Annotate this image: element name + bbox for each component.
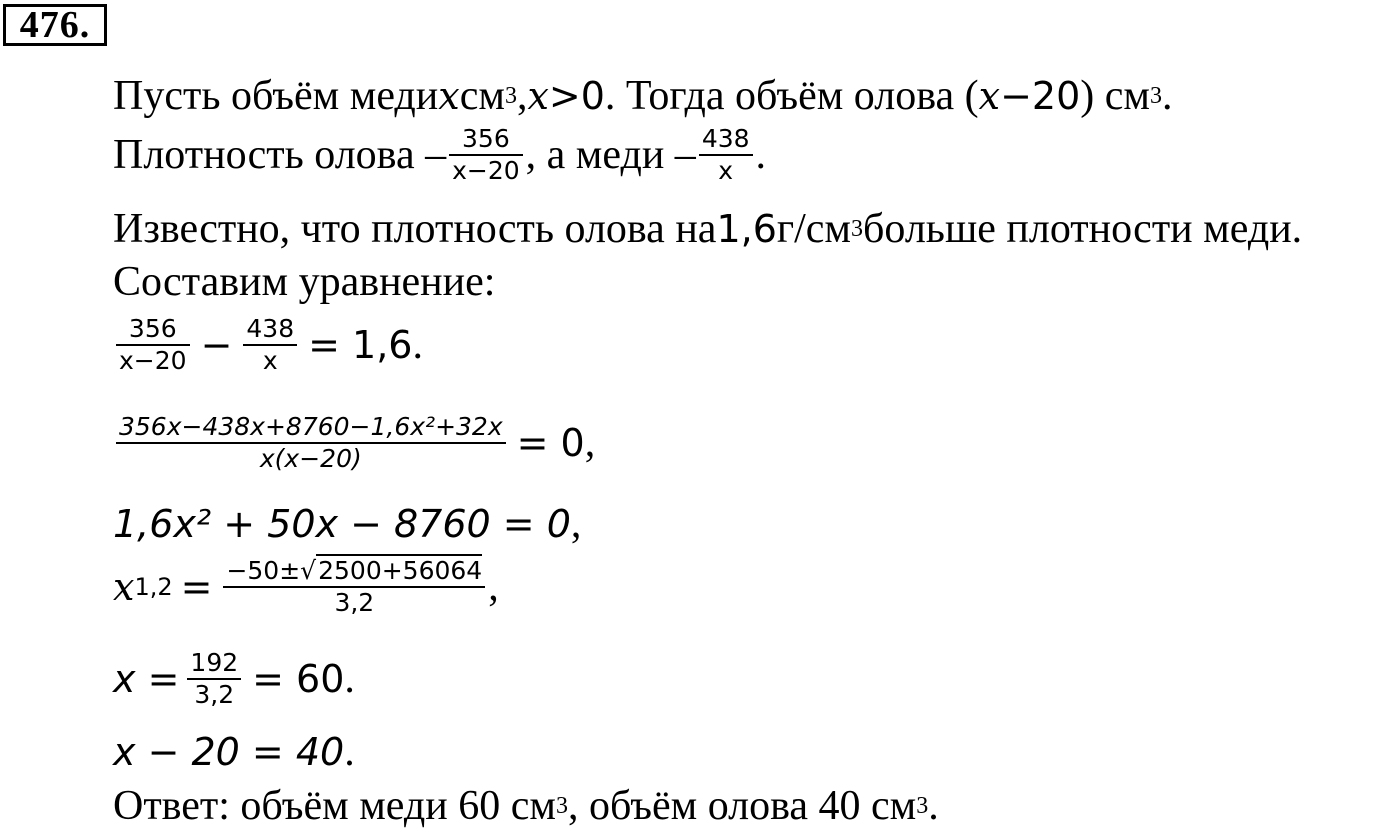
number: 1,6 (716, 207, 777, 251)
equation-rhs: = 1,6 (308, 323, 413, 367)
operator-minus: − (1000, 74, 1032, 118)
answer-text: , объём олова 40 см (567, 783, 917, 829)
line-volume-definition: Пусть объём меди x см 3 , x > 0 . Тогда объём олова ( x − 20 ) см 3 . (113, 73, 1173, 119)
unit-text: ) см (1080, 73, 1150, 119)
fraction-numerator: 356 (128, 314, 177, 343)
fraction-combined (116, 412, 506, 474)
answer-text: Ответ: объём меди 60 см (113, 783, 556, 829)
fraction-numerator (223, 556, 485, 586)
fraction-copper-density (243, 314, 297, 376)
operator-gt: > (548, 74, 581, 118)
text-segment: , (584, 420, 596, 466)
variable-x: x (438, 74, 460, 118)
number: 0 (580, 74, 605, 118)
fraction-numerator: 192 (190, 648, 239, 677)
number: 20 (1031, 74, 1081, 118)
fraction-tin-density (116, 314, 190, 376)
unit-text: см (459, 73, 505, 119)
text-segment: . (755, 132, 767, 178)
fraction-numerator: 356 (462, 124, 510, 153)
numerator-prefix: −50± (226, 556, 301, 585)
text-segment: больше плотности меди. (863, 206, 1303, 252)
text-segment: Плотность олова – (113, 132, 447, 178)
line-common-denominator (113, 412, 595, 474)
text-segment: Известно, что плотность олова на (113, 206, 717, 252)
variable-x: x (113, 565, 135, 609)
line-equation (113, 314, 423, 376)
fraction-denominator: 3,2 (223, 586, 485, 618)
line-quadratic (113, 500, 581, 548)
line-densities (113, 124, 766, 186)
text-segment: . (412, 322, 423, 368)
fraction-denominator: x(x−20) (116, 442, 506, 474)
fraction-roots (223, 556, 485, 618)
fraction-copper-density (699, 124, 753, 186)
fraction-denominator: x (699, 154, 753, 186)
variable-x: x (527, 74, 549, 118)
line-roots-formula: x 1,2 = $\frac{-50\pm√2500+56064}{3,2}$ , (113, 556, 499, 617)
equation-lhs: x = (113, 657, 180, 701)
line-root-value (113, 648, 355, 710)
problem-number-box (3, 4, 107, 46)
text-segment: . (928, 783, 939, 829)
fraction-tin-density (449, 124, 523, 186)
problem-number: 476. (19, 4, 91, 46)
sqrt-radicand: 2500+56064 (318, 556, 483, 585)
equation-rhs: = 0 (516, 421, 585, 465)
equation: x − 20 = 40 (113, 730, 345, 774)
text-segment: . (344, 729, 355, 775)
fraction-denominator: x (243, 344, 297, 376)
line-answer: Ответ: объём меди 60 см 3 , объём олова 40 см 3 . (113, 783, 939, 829)
variable-x: x (978, 74, 1001, 118)
text-segment: . (344, 656, 355, 702)
fraction-root (187, 648, 241, 710)
line-compose-equation (113, 258, 495, 306)
line-condition: Известно, что плотность олова на 1,6 г/см 3 больше плотности меди. (113, 206, 1303, 252)
text-segment: , (516, 73, 528, 119)
quadratic-equation: 1,6x² + 50x − 8760 = 0 (113, 502, 571, 546)
fraction-denominator: x−20 (116, 344, 190, 376)
text-segment: Пусть объём меди (113, 73, 439, 119)
operator-equals: = (180, 565, 213, 609)
line-tin-volume (113, 728, 355, 776)
fraction-numerator: 356x−438x+8760−1,6x²+32x (119, 412, 503, 441)
text-segment: Составим уравнение: (113, 259, 496, 305)
text-segment: , (570, 501, 582, 547)
text-segment: . (1161, 73, 1173, 119)
equation-rhs: = 60 (252, 657, 345, 701)
sqrt-icon: √ (300, 556, 317, 585)
text-segment: , (488, 564, 499, 610)
operator-minus: − (200, 323, 233, 367)
text-segment: , а меди – (525, 132, 696, 178)
fraction-numerator: 438 (246, 314, 295, 343)
text-segment: . Тогда объём олова ( (604, 73, 979, 119)
fraction-denominator: 3,2 (187, 678, 241, 710)
fraction-numerator: 438 (701, 124, 750, 153)
unit-text: г/см (776, 206, 852, 252)
fraction-denominator: x−20 (449, 154, 523, 186)
